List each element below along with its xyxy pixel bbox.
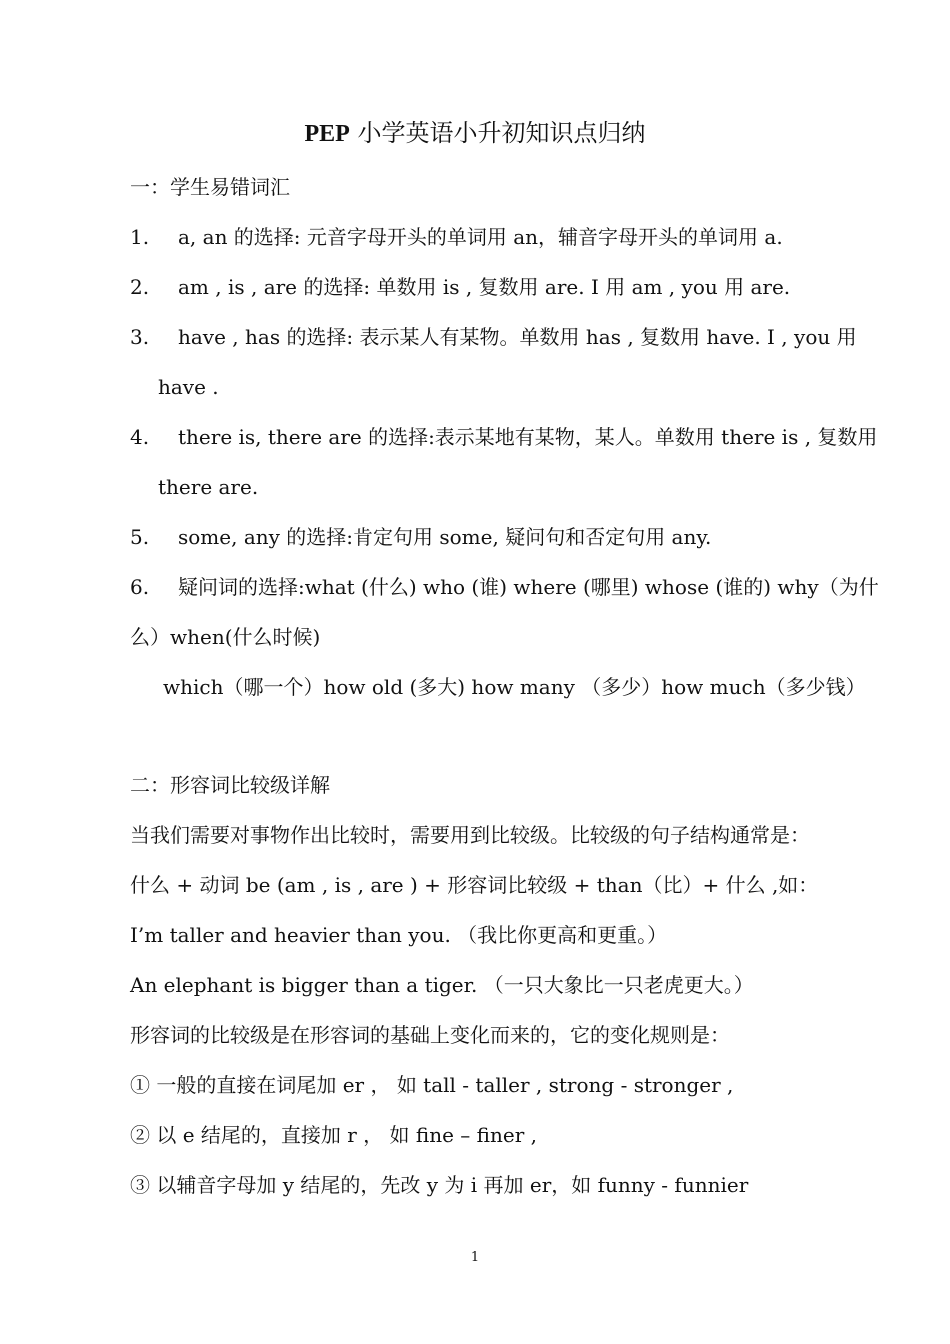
list-item-6: 6. 疑问词的选择:what (什么) who (谁) where (哪里) whose (谁的) why（为什 — [130, 575, 879, 599]
example-sentence: An elephant is bigger than a tiger. （一只大象比一只老虎更大。） — [130, 973, 754, 997]
list-item-3-cont: have . — [158, 375, 219, 399]
list-item-2: 2. am , is , are 的选择: 单数用 is , 复数用 are. I 用 am , you 用 are. — [130, 275, 791, 299]
title-bold: PEP — [304, 121, 350, 147]
section1-heading: 一：学生易错词汇 — [130, 175, 290, 199]
paragraph-line: 形容词的比较级是在形容词的基础上变化而来的，它的变化规则是： — [130, 1023, 730, 1047]
list-item-3: 3. have , has 的选择: 表示某人有某物。单数用 has , 复数用 have. I , you 用 — [130, 325, 857, 349]
rule-item: ② 以 e 结尾的，直接加 r ， 如 fine – finer , — [130, 1123, 538, 1147]
list-item-6-cont: 么）when(什么时候) — [130, 625, 321, 649]
list-item-5: 5. some, any 的选择:肯定句用 some, 疑问句和否定句用 any. — [130, 525, 712, 549]
example-sentence: I’m taller and heavier than you. （我比你更高和更重。） — [130, 923, 668, 947]
title-rest: 小学英语小升初知识点归纳 — [349, 119, 646, 147]
paragraph-line: 当我们需要对事物作出比较时，需要用到比较级。比较级的句子结构通常是： — [130, 823, 810, 847]
rule-item: ① 一般的直接在词尾加 er ， 如 tall - taller , strong - stronger , — [130, 1073, 734, 1097]
list-item-4-cont: there are. — [158, 475, 259, 499]
section2-heading: 二：形容词比较级详解 — [130, 773, 330, 797]
question-words-extra: which（哪一个）how old (多大) how many （多少）how much（多少钱） — [163, 675, 866, 699]
list-item-1: 1. a, an 的选择: 元音字母开头的单词用 an，辅音字母开头的单词用 a. — [130, 225, 783, 249]
list-item-4: 4. there is, there are 的选择:表示某地有某物，某人。单数用 there is , 复数用 — [130, 425, 878, 449]
page-title — [0, 118, 950, 149]
rule-item: ③ 以辅音字母加 y 结尾的，先改 y 为 i 再加 er，如 funny - funnier — [130, 1173, 749, 1197]
paragraph-line: 什么 + 动词 be (am , is , are ) + 形容词比较级 + than（比）+ 什么 ,如： — [130, 873, 819, 897]
page-number: 1 — [470, 1250, 480, 1265]
